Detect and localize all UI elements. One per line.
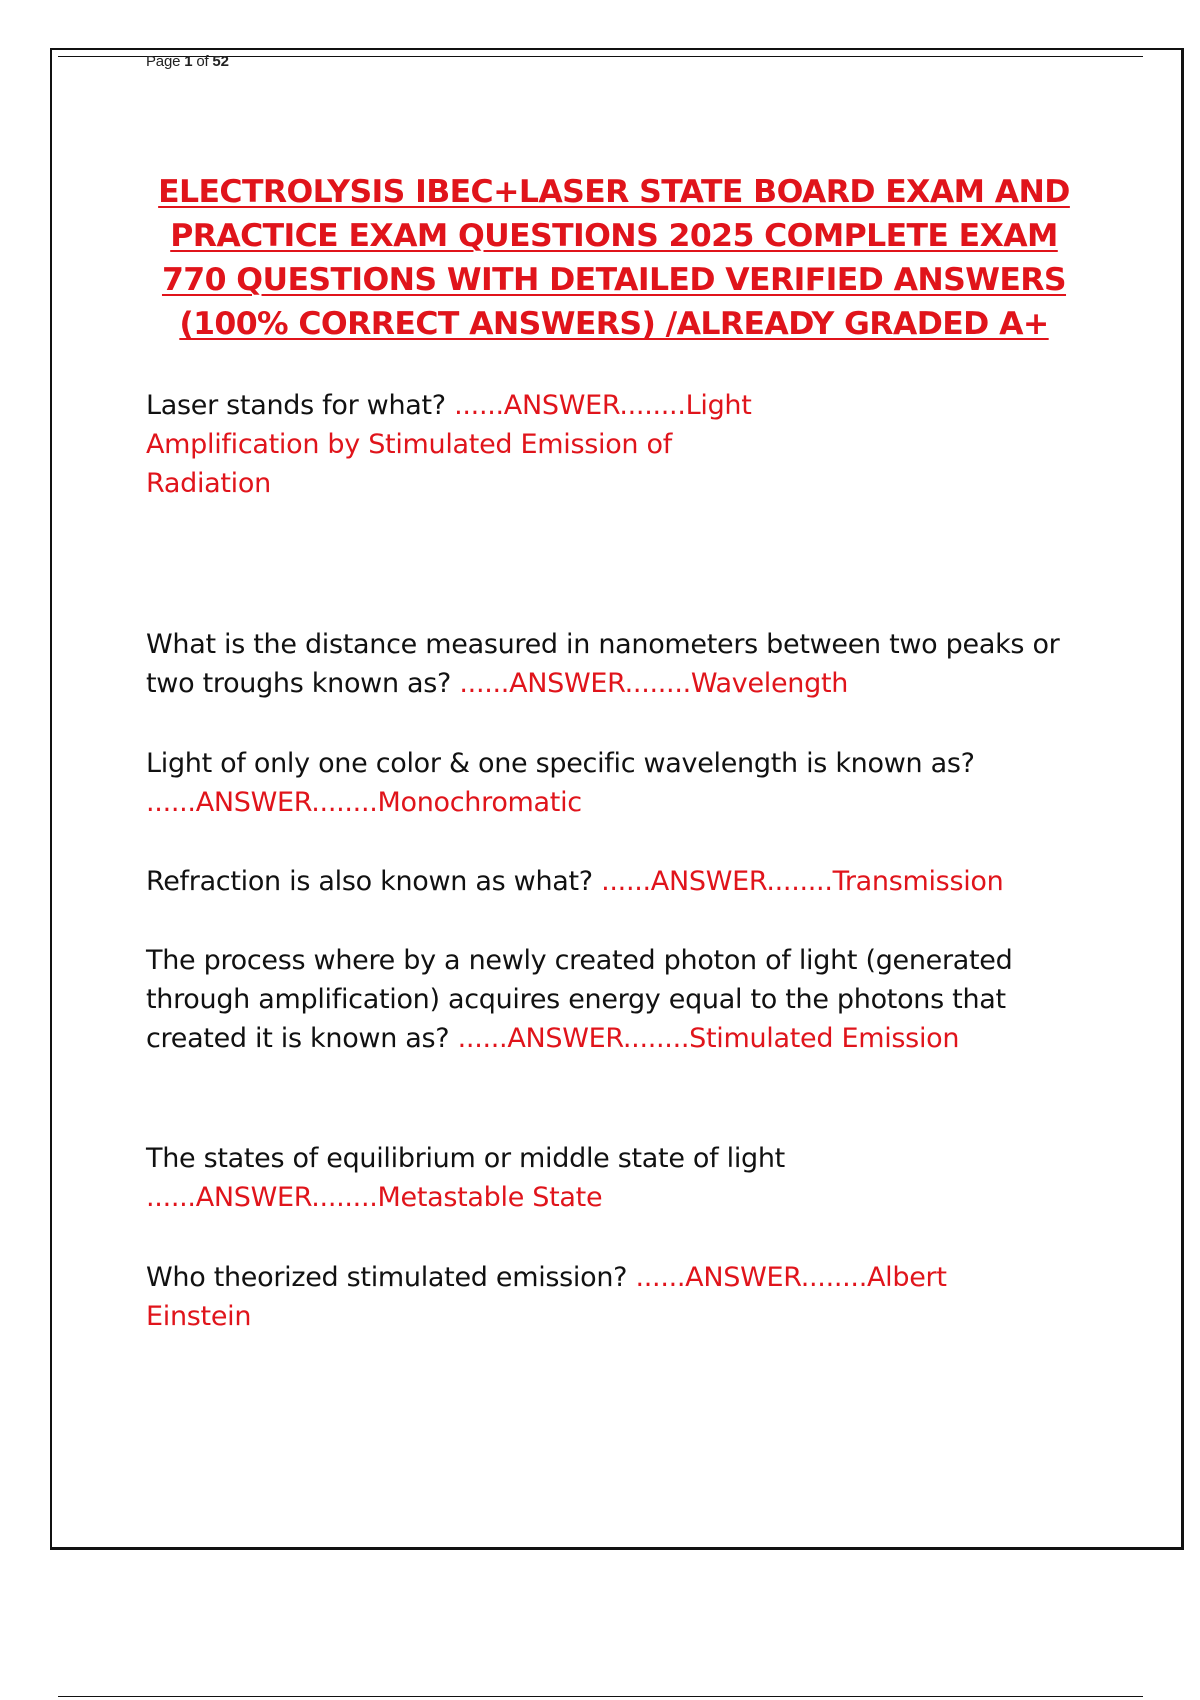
page-total: 52: [212, 53, 229, 70]
question-text: The process where by a newly created photon of light (generated through amplification) acquires energy equal to the photons that created it is known as?: [146, 945, 1013, 1054]
question-text: What is the distance measured in nanometers between two peaks or two troughs known as?: [146, 629, 1060, 699]
answer-text: ......ANSWER........Metastable State: [146, 1182, 603, 1213]
question-text: Refraction is also known as what?: [146, 866, 602, 897]
qa-item: [146, 386, 786, 503]
qa-item: [146, 625, 1081, 703]
question-text: Who theorized stimulated emission?: [146, 1262, 636, 1293]
qa-item: [146, 1139, 866, 1217]
page-of: of: [196, 53, 209, 70]
answer-text: ......ANSWER........Monochromatic: [146, 787, 582, 818]
answer-text: ......ANSWER........Light Amplification by Stimulated Emission of Radiation: [146, 390, 752, 499]
answer-text: ......ANSWER........Stimulated Emission: [457, 1023, 960, 1054]
page-current: 1: [184, 53, 193, 70]
footer-rule: [58, 1696, 1143, 1697]
answer-text: ......ANSWER........Wavelength: [459, 668, 849, 699]
page-label: Page: [146, 53, 181, 70]
answer-text: ......ANSWER........Transmission: [601, 866, 1004, 897]
qa-item: [146, 1258, 1016, 1336]
question-text: The states of equilibrium or middle state of light: [146, 1143, 785, 1174]
answer-text: ......ANSWER........Albert Einstein: [146, 1262, 947, 1332]
page-number: [146, 53, 229, 70]
qa-item: [146, 744, 1081, 822]
question-text: Laser stands for what?: [146, 390, 455, 421]
question-text: Light of only one color & one specific wavelength is known as?: [146, 748, 975, 779]
qa-item: [146, 862, 1081, 901]
qa-item: [146, 941, 1081, 1058]
document-title: ELECTROLYSIS IBEC+LASER STATE BOARD EXAM AND PRACTICE EXAM QUESTIONS 2025 COMPLETE EXAM 770 QUESTIONS WITH DETAILED VERIFIED ANSWERS (100% CORRECT ANSWERS) /ALREADY GRADED A+: [158, 174, 1070, 342]
